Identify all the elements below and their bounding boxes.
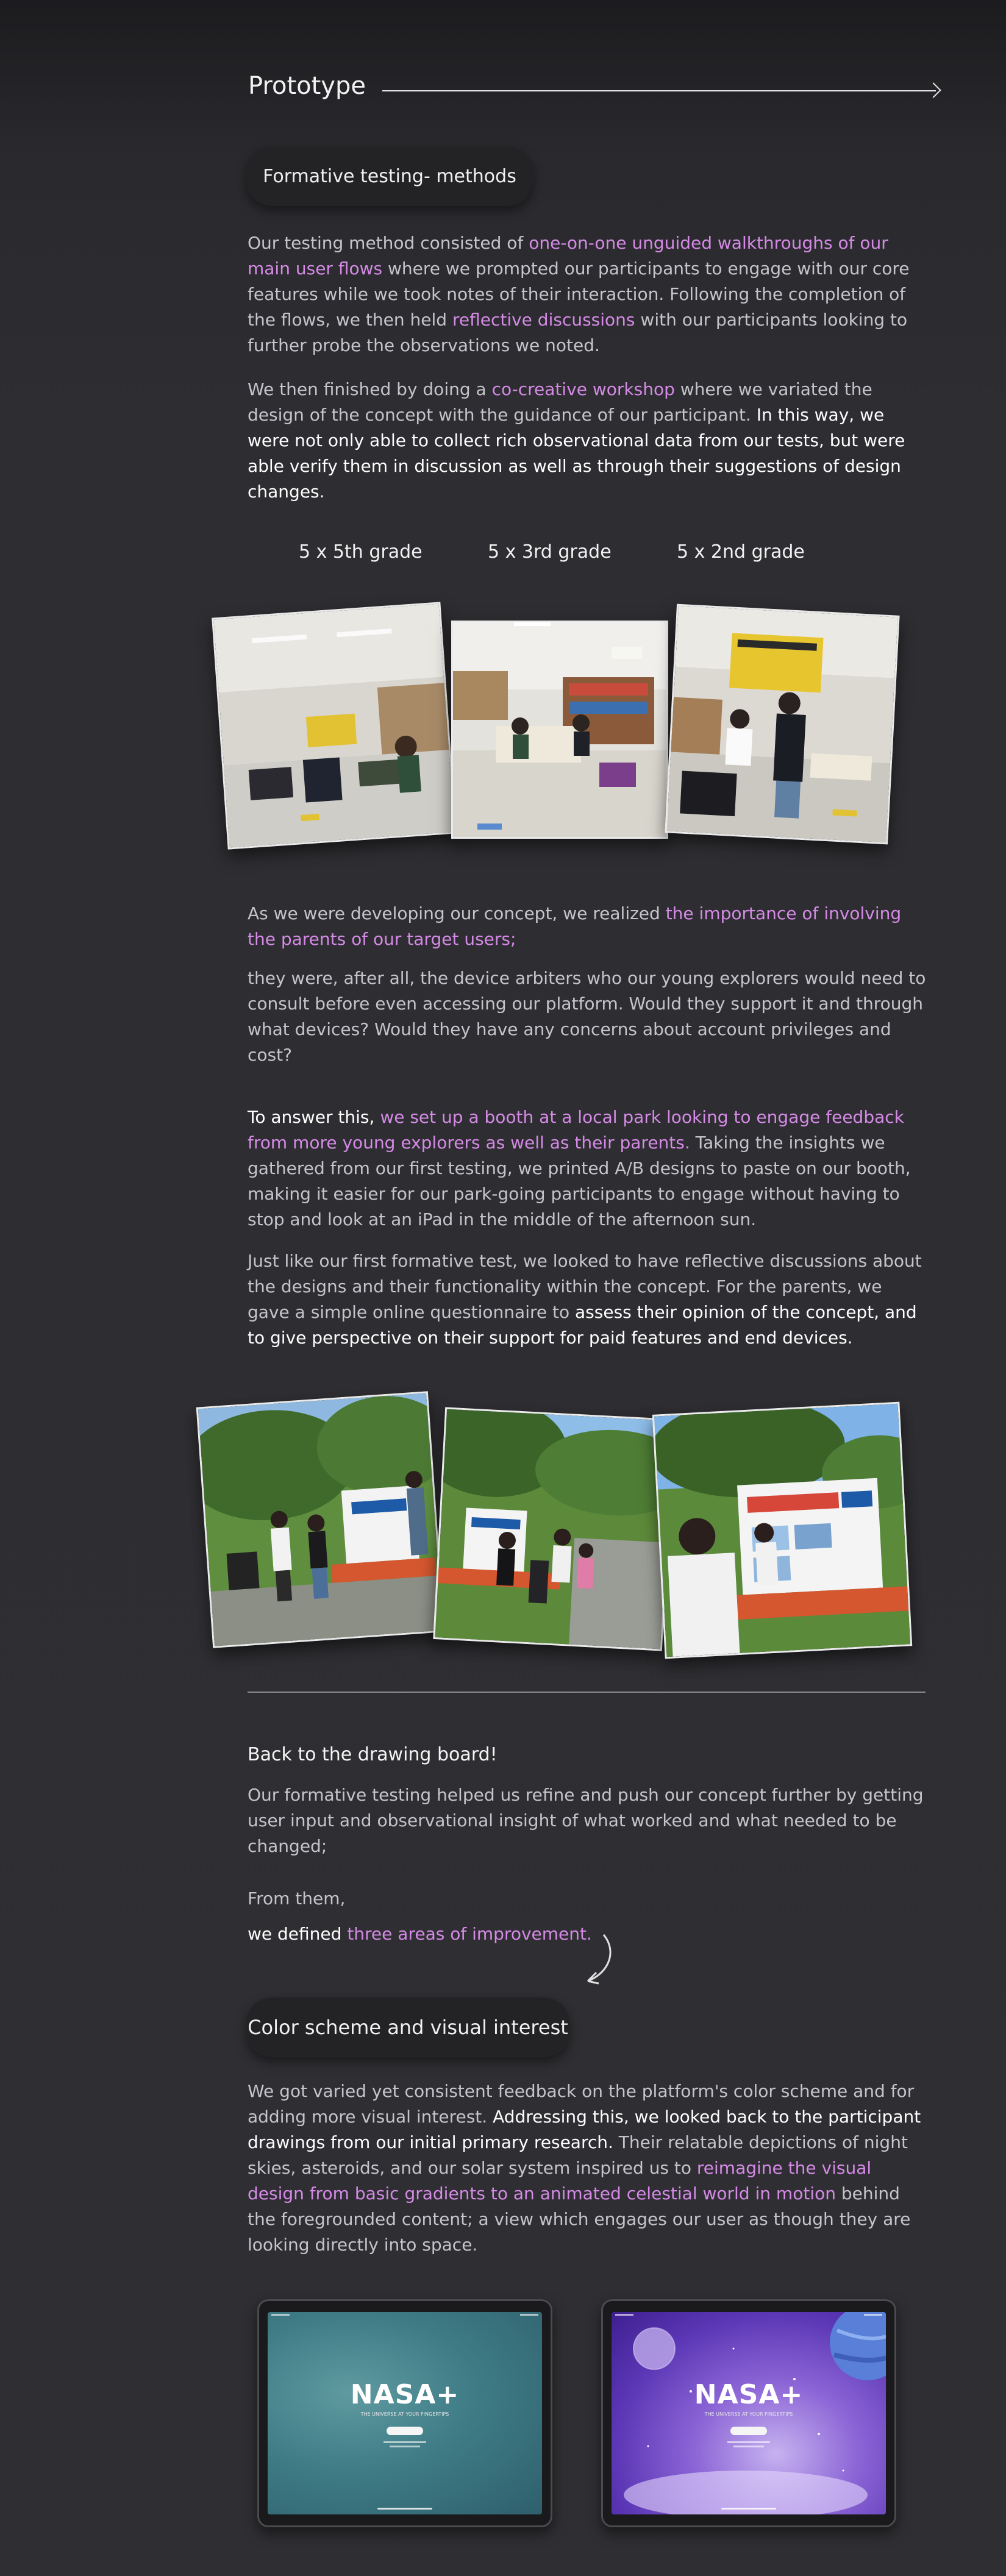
section-divider	[248, 1692, 926, 1693]
grade-label-3rd: 5 x 3rd grade	[488, 541, 612, 563]
color-scheme-paragraph	[248, 2079, 929, 2258]
classroom-photo-2	[451, 621, 668, 839]
section-title: Prototype	[248, 72, 366, 100]
title-divider-line	[382, 90, 936, 91]
emphasized-text: In this way, we were not only able to collect rich observational data from our tests, but were able verify them in discussion as well as through their suggestions of design changes.	[248, 405, 905, 502]
park-photo-3	[652, 1402, 912, 1659]
device-arbiters-paragraph: they were, after all, the device arbiters who our young explorers would need to consult before even accessing our platform. Would they support it and through what devices? Would they have any concerns about account privileges and cost?	[248, 968, 926, 1065]
highlighted-text: co-creative workshop	[491, 379, 675, 399]
nasa-logo: NASA+	[694, 2379, 804, 2410]
curved-arrow-icon	[579, 1932, 616, 1987]
body-text: behind the foregrounded content; a view which engages our user as though they are looking directly into space.	[248, 2183, 911, 2255]
color-scheme-pill: Color scheme and visual interest	[246, 1998, 569, 2057]
parents-importance-paragraph	[248, 901, 929, 952]
grade-label-2nd: 5 x 2nd grade	[677, 541, 805, 563]
tablet-mockup-before	[257, 2299, 552, 2527]
body-text: Taking the insights we gathered from our first testing, we printed A/B designs to paste on our booth, making it easier for our park-going participants to engage without having to stop and look at an iPad in the middle of the afternoon sun.	[248, 1133, 911, 1229]
body-text: where we variated the design of the concept with the guidance of our participant.	[248, 379, 872, 425]
body-text: Just like our first formative test, we looked to have reflective discussions about the designs and their functionality within the concept. For the parents, we gave a simple online questionnaire to	[248, 1251, 922, 1322]
classroom-photo-1	[212, 602, 457, 849]
park-photo-2	[433, 1407, 674, 1651]
body-text: As we were developing our concept, we realized	[248, 903, 666, 923]
formative-testing-pill: Formative testing- methods	[246, 146, 533, 206]
from-them-text: From them,	[248, 1888, 346, 1909]
emphasized-text: Addressing this, we looked back to the participant drawings from our initial primary research.	[248, 2107, 921, 2152]
co-creative-paragraph	[248, 377, 929, 505]
booth-paragraph	[248, 1105, 929, 1233]
drawing-board-heading: Back to the drawing board!	[248, 1744, 498, 1765]
park-photo-1	[196, 1391, 445, 1648]
highlighted-text: three areas of improvement.	[347, 1924, 592, 1944]
highlighted-text: the importance of involving the parents of our target users;	[248, 903, 902, 949]
start-button[interactable]	[730, 2427, 767, 2435]
nasa-tagline: THE UNIVERSE AT YOUR FINGERTIPS	[704, 2411, 793, 2417]
start-button[interactable]	[387, 2427, 423, 2435]
highlighted-text: we set up a booth at a local park looking to engage feedback from more young explorers as well as their parents.	[248, 1107, 904, 1153]
grade-label-5th: 5 x 5th grade	[299, 541, 423, 563]
nasa-logo: NASA+	[350, 2379, 460, 2410]
tablet-mockup-after	[601, 2299, 896, 2527]
body-text: Their relatable depictions of night skies, asteroids, and our solar system inspired us to	[248, 2132, 908, 2178]
body-text: where we prompted our participants to engage with our core features while we took notes of their interaction. Following the completion of the flows, we then held	[248, 258, 910, 330]
refine-concept-paragraph: Our formative testing helped us refine and push our concept further by getting user input and observational insight of what worked and what needed to be changed;	[248, 1785, 924, 1856]
classroom-photo-3	[665, 604, 899, 845]
emphasized-text: we defined	[248, 1924, 348, 1944]
highlighted-text: one-on-one unguided walkthroughs of our main user flows	[248, 233, 888, 279]
highlighted-text: reflective discussions	[452, 310, 635, 330]
body-text: Our testing method consisted of	[248, 233, 529, 253]
reflective-discussion-paragraph	[248, 1248, 929, 1351]
highlighted-text: reimagine the visual design from basic gradients to an animated celestial world in motion	[248, 2158, 872, 2204]
emphasized-text: assess their opinion of the concept, and to give perspective on their support for paid features and end devices.	[248, 1302, 917, 1348]
body-text: We then finished by doing a	[248, 379, 492, 399]
body-text: with our participants looking to further probe the observations we noted.	[248, 310, 908, 355]
testing-method-paragraph	[248, 230, 929, 358]
body-text: We got varied yet consistent feedback on the platform's color scheme and for adding more visual interest.	[248, 2081, 915, 2127]
nasa-tagline: THE UNIVERSE AT YOUR FINGERTIPS	[360, 2411, 449, 2417]
emphasized-text: To answer this,	[248, 1107, 380, 1127]
arrow-right-icon	[926, 82, 941, 98]
